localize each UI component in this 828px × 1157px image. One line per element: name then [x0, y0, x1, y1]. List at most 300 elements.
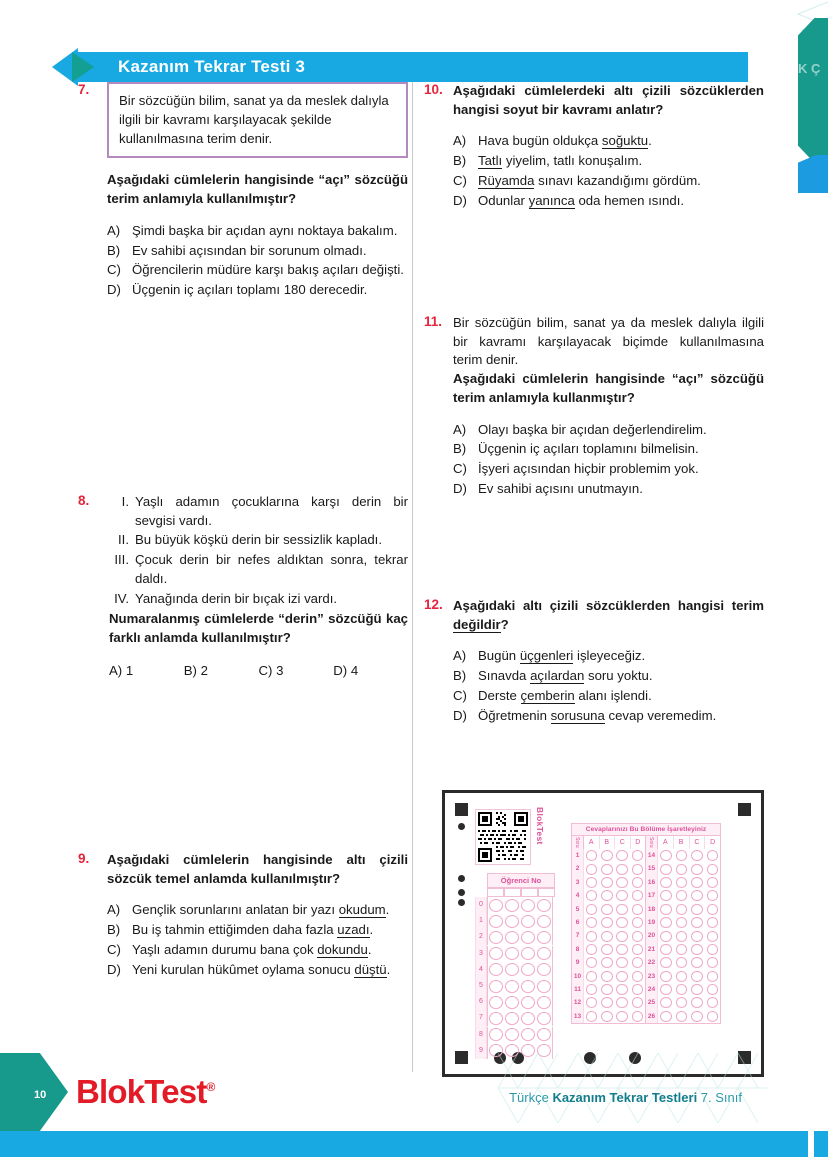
bubble[interactable]: [521, 996, 535, 1009]
option-letter: A): [107, 222, 121, 238]
bubble-d[interactable]: [707, 917, 719, 928]
option-letter: B): [453, 441, 467, 457]
bubble-c[interactable]: [691, 971, 703, 982]
bubble-d[interactable]: [707, 890, 719, 901]
answer-row[interactable]: [646, 903, 720, 916]
answer-row[interactable]: [572, 876, 645, 889]
option-letter: C): [107, 941, 121, 957]
roman-numeral-list: [109, 493, 408, 608]
bubble-a[interactable]: [660, 984, 672, 995]
bubble-b[interactable]: [601, 984, 613, 995]
bubble-c[interactable]: [691, 917, 703, 928]
bubble-b[interactable]: [601, 944, 613, 955]
bubble-c[interactable]: [616, 850, 628, 861]
bubble[interactable]: [505, 963, 519, 976]
option-c[interactable]: [453, 460, 764, 479]
bubble-d[interactable]: [707, 864, 719, 875]
bubble-c[interactable]: [691, 890, 703, 901]
roman-number: II.: [118, 532, 129, 548]
digit-label: 9: [475, 1043, 487, 1059]
bubble-c[interactable]: [691, 931, 703, 942]
list-item: [109, 551, 408, 588]
bubble-b[interactable]: [601, 931, 613, 942]
bubble-b[interactable]: [676, 890, 688, 901]
answers-header-row: [572, 836, 645, 849]
option-text: Üçgenin iç açıları toplamını bilmelisin.: [478, 441, 699, 457]
bubble-b[interactable]: [676, 997, 688, 1008]
student-digit-row[interactable]: [475, 1010, 555, 1026]
bubble[interactable]: [505, 899, 519, 912]
option-letter: A): [453, 421, 467, 437]
student-number-bubble-rows[interactable]: [475, 897, 555, 1059]
bubble-c[interactable]: [691, 957, 703, 968]
option-letter: D): [107, 961, 121, 977]
brand-logo: BlokTest®: [76, 1073, 215, 1110]
option-a[interactable]: [453, 132, 764, 151]
side-tab-teal: [798, 18, 828, 163]
bubble-a[interactable]: [586, 931, 598, 942]
bottom-rule: [0, 1131, 828, 1157]
bubble-c[interactable]: [616, 864, 628, 875]
underlined-word: sorusuna: [550, 707, 605, 723]
option-b[interactable]: B) 2: [183, 662, 208, 678]
bubble-d[interactable]: [707, 944, 719, 955]
bubble-b[interactable]: [676, 957, 688, 968]
option-letter: B): [107, 242, 121, 258]
question-9: [78, 851, 408, 979]
option-letter: A): [453, 133, 467, 149]
bubble[interactable]: [537, 1028, 551, 1041]
section-header: [58, 52, 748, 82]
bubble[interactable]: [537, 915, 551, 928]
bubble-c[interactable]: [691, 997, 703, 1008]
bubble-a[interactable]: [586, 890, 598, 901]
bubble-d[interactable]: [707, 984, 719, 995]
option-text: Öğrencilerin müdüre karşı bakış açıları değişti.: [132, 262, 404, 278]
decorative-triangles: [498, 1053, 768, 1123]
left-column: [78, 82, 408, 980]
option-letter: C): [107, 262, 121, 278]
bubble-a[interactable]: [660, 877, 672, 888]
bubble-b[interactable]: [676, 904, 688, 915]
bubble[interactable]: [489, 1028, 503, 1041]
answer-row[interactable]: [646, 996, 720, 1009]
answer-row[interactable]: [572, 862, 645, 875]
answer-row[interactable]: [572, 929, 645, 942]
option-b[interactable]: [453, 440, 764, 459]
answer-row[interactable]: [646, 983, 720, 996]
bubble-a[interactable]: [586, 957, 598, 968]
bubble-a[interactable]: [660, 904, 672, 915]
qr-code-icon: [475, 809, 531, 865]
bubble-a[interactable]: [660, 850, 672, 861]
answer-rows-left[interactable]: [572, 849, 645, 1023]
question-number-label: 18: [646, 903, 658, 916]
bubble-b[interactable]: [676, 864, 688, 875]
option-text: Yaşlı adamın durumu bana çok dokundu.: [132, 941, 372, 957]
bubble[interactable]: [521, 963, 535, 976]
answer-row[interactable]: [572, 956, 645, 969]
option-d[interactable]: [107, 281, 408, 300]
bubble-a[interactable]: [586, 944, 598, 955]
bubble-b[interactable]: [676, 1011, 688, 1022]
bubble-c[interactable]: [616, 997, 628, 1008]
digit-label: 2: [475, 929, 487, 945]
option-text: İşyeri açısından hiçbir problemim yok.: [478, 461, 699, 477]
student-digit-row[interactable]: [475, 1027, 555, 1043]
bubble-c[interactable]: [616, 877, 628, 888]
answer-row[interactable]: [572, 916, 645, 929]
registration-square: [455, 803, 468, 816]
student-digit-row[interactable]: [475, 946, 555, 962]
bubble-d[interactable]: [707, 904, 719, 915]
page-title: Kazanım Tekrar Testi 3: [118, 57, 306, 76]
bubble[interactable]: [505, 1028, 519, 1041]
digit-label: 7: [475, 1010, 487, 1026]
digit-box[interactable]: [521, 888, 538, 897]
bubble-b[interactable]: [601, 971, 613, 982]
bubble-d[interactable]: [632, 864, 644, 875]
digit-box[interactable]: [504, 888, 521, 897]
bubble-c[interactable]: [616, 931, 628, 942]
right-column: [424, 82, 764, 726]
question-number: 7.: [78, 82, 90, 97]
digit-label: 1: [475, 913, 487, 929]
option-a[interactable]: [453, 421, 764, 440]
timing-dot: [458, 899, 465, 906]
bubble-b[interactable]: [676, 917, 688, 928]
option-letter: B): [453, 668, 467, 684]
bubble[interactable]: [537, 931, 551, 944]
bubble-b[interactable]: [601, 1011, 613, 1022]
digit-label: 4: [475, 962, 487, 978]
bubble-c[interactable]: [616, 904, 628, 915]
bubble-c[interactable]: [691, 850, 703, 861]
bubble-d[interactable]: [707, 957, 719, 968]
answer-row[interactable]: [646, 970, 720, 983]
option-text: Olayı başka bir açıdan değerlendirelim.: [478, 421, 707, 437]
bubble-b[interactable]: [676, 971, 688, 982]
bubble-b[interactable]: [601, 890, 613, 901]
bubble-a[interactable]: [660, 997, 672, 1008]
student-digit-row[interactable]: [475, 962, 555, 978]
answer-row[interactable]: [572, 996, 645, 1009]
page-footer: [0, 1053, 828, 1131]
bubble-b[interactable]: [676, 850, 688, 861]
registration-square: [738, 803, 751, 816]
bubble-b[interactable]: [601, 997, 613, 1008]
option-c[interactable]: [107, 261, 408, 280]
bubble[interactable]: [505, 931, 519, 944]
option-letter: A): [107, 902, 121, 918]
bubble-d[interactable]: [632, 877, 644, 888]
question-stem: Aşağıdaki cümlelerdeki altı çizili sözcüklerden hangisi soyut bir kavramı anlatır?: [453, 83, 764, 117]
option-a[interactable]: [107, 222, 408, 241]
option-d[interactable]: [107, 961, 408, 980]
bubble-b[interactable]: [676, 944, 688, 955]
bubble-c[interactable]: [691, 1011, 703, 1022]
bubble[interactable]: [505, 980, 519, 993]
bubble-b[interactable]: [676, 877, 688, 888]
question-stem: Aşağıdaki cümlelerin hangisinde “açı” sözcüğü terim anlamıyla kullanmıştır?: [453, 371, 764, 405]
question-number-label: 6: [572, 916, 584, 929]
footer-series-label: Türkçe Kazanım Tekrar Testleri 7. Sınıf: [509, 1090, 742, 1105]
side-tab-blue: [798, 155, 828, 193]
bubble[interactable]: [537, 996, 551, 1009]
bubble-d[interactable]: [707, 1011, 719, 1022]
bubble-d[interactable]: [707, 971, 719, 982]
bubble-a[interactable]: [586, 997, 598, 1008]
bubble[interactable]: [521, 931, 535, 944]
bubble-d[interactable]: [707, 877, 719, 888]
bubble[interactable]: [521, 899, 535, 912]
student-digit-row[interactable]: [475, 913, 555, 929]
bubble[interactable]: [521, 980, 535, 993]
bubble[interactable]: [489, 1012, 503, 1025]
bubble-a[interactable]: [586, 971, 598, 982]
student-number-title: Öğrenci No: [487, 873, 555, 888]
answer-row[interactable]: [572, 1010, 645, 1023]
question-number-label: 12: [572, 996, 584, 1009]
bubble-d[interactable]: [632, 1011, 644, 1022]
bubble[interactable]: [521, 915, 535, 928]
bubble-a[interactable]: [586, 984, 598, 995]
bubble-a[interactable]: [660, 864, 672, 875]
bubble[interactable]: [537, 980, 551, 993]
options-list: [107, 222, 408, 300]
option-d[interactable]: [453, 707, 764, 726]
digit-label: 6: [475, 994, 487, 1010]
option-b[interactable]: [453, 152, 764, 171]
bubble[interactable]: [489, 963, 503, 976]
bubble-b[interactable]: [676, 984, 688, 995]
bubble-a[interactable]: [586, 877, 598, 888]
underlined-word: değildir: [453, 616, 501, 632]
bubble[interactable]: [489, 980, 503, 993]
question-11: [424, 314, 764, 597]
column-header-b: B: [600, 836, 616, 849]
bubble[interactable]: [489, 931, 503, 944]
bubble-d[interactable]: [632, 997, 644, 1008]
answer-row[interactable]: [572, 889, 645, 902]
column-header-c: C: [615, 836, 631, 849]
answer-row[interactable]: [646, 956, 720, 969]
option-text: Ev sahibi açısını unutmayın.: [478, 480, 643, 496]
bubble-c[interactable]: [691, 944, 703, 955]
bubble-a[interactable]: [660, 890, 672, 901]
bubble-d[interactable]: [632, 971, 644, 982]
underlined-word: uzadı: [337, 922, 370, 938]
bubble[interactable]: [521, 1012, 535, 1025]
bubble-c[interactable]: [616, 957, 628, 968]
question-number-label: 20: [646, 929, 658, 942]
bubble-a[interactable]: [660, 944, 672, 955]
option-text: Üçgenin iç açıları toplamı 180 derecedir.: [132, 282, 368, 298]
bubble-b[interactable]: [601, 957, 613, 968]
answer-row[interactable]: [572, 903, 645, 916]
answer-row[interactable]: [646, 862, 720, 875]
option-text: Ev sahibi açısından bir sorunum olmadı.: [132, 242, 367, 258]
bubble-a[interactable]: [660, 917, 672, 928]
question-10: [424, 82, 764, 314]
option-a[interactable]: A) 1: [109, 662, 134, 678]
option-text: Gençlik sorunlarını anlatan bir yazı okudum.: [132, 902, 390, 918]
bubble-d[interactable]: [632, 917, 644, 928]
bubble[interactable]: [537, 899, 551, 912]
bubble[interactable]: [489, 915, 503, 928]
option-letter: C): [453, 687, 467, 703]
bubble-a[interactable]: [660, 931, 672, 942]
option-b[interactable]: [107, 242, 408, 261]
answer-row[interactable]: [572, 970, 645, 983]
header-arrow-accent-icon: [72, 52, 94, 82]
soru-header: Soru: [646, 836, 658, 849]
bubble[interactable]: [489, 947, 503, 960]
bubble-c[interactable]: [691, 904, 703, 915]
option-text: Bugün üçgenleri işleyeceğiz.: [478, 648, 646, 664]
bubble[interactable]: [489, 899, 503, 912]
question-number-label: 26: [646, 1010, 658, 1023]
option-letter: D): [453, 707, 467, 723]
question-12: [424, 597, 764, 725]
passage-box: Bir sözcüğün bilim, sanat ya da meslek dalıyla ilgili bir kavramı karşılayacak şekilde kullanılmasına terim denir.: [107, 82, 408, 158]
option-c[interactable]: [453, 687, 764, 706]
bubble[interactable]: [521, 1028, 535, 1041]
bubble-d[interactable]: [707, 997, 719, 1008]
answer-row[interactable]: [572, 943, 645, 956]
bubble-a[interactable]: [660, 971, 672, 982]
bubble-d[interactable]: [632, 984, 644, 995]
bubble-d[interactable]: [632, 904, 644, 915]
bubble-a[interactable]: [660, 957, 672, 968]
option-d[interactable]: [453, 192, 764, 211]
answers-column-left: [571, 836, 646, 1024]
bubble-b[interactable]: [601, 864, 613, 875]
digit-box[interactable]: [487, 888, 504, 897]
bubble[interactable]: [537, 1012, 551, 1025]
bubble-a[interactable]: [586, 864, 598, 875]
option-a[interactable]: [107, 901, 408, 920]
column-divider: [412, 82, 413, 1072]
bubble-b[interactable]: [601, 917, 613, 928]
bubble[interactable]: [505, 947, 519, 960]
student-digit-row[interactable]: [475, 978, 555, 994]
option-a[interactable]: [453, 647, 764, 666]
question-stem: Aşağıdaki cümlelerin hangisinde altı çizili sözcük temel anlamda kullanılmıştır?: [107, 852, 408, 886]
answer-row[interactable]: [646, 943, 720, 956]
bubble-d[interactable]: [707, 850, 719, 861]
bubble-c[interactable]: [616, 917, 628, 928]
bubble-d[interactable]: [632, 850, 644, 861]
bubble-a[interactable]: [586, 917, 598, 928]
bubble-a[interactable]: [586, 904, 598, 915]
column-header-b: B: [674, 836, 690, 849]
underlined-word: Tatlı: [478, 153, 503, 169]
bubble-c[interactable]: [616, 971, 628, 982]
option-text: Tatlı yiyelim, tatlı konuşalım.: [478, 153, 643, 169]
option-b[interactable]: [107, 921, 408, 940]
bubble-c[interactable]: [691, 877, 703, 888]
question-number-label: 23: [646, 970, 658, 983]
answer-row[interactable]: [646, 1010, 720, 1023]
bubble[interactable]: [505, 915, 519, 928]
underlined-word: üçgenleri: [519, 648, 574, 664]
question-number-label: 21: [646, 943, 658, 956]
bubble-d[interactable]: [632, 890, 644, 901]
option-c[interactable]: [107, 941, 408, 960]
option-c[interactable]: [453, 172, 764, 191]
options-list: [453, 132, 764, 210]
student-digit-row[interactable]: [475, 994, 555, 1010]
answer-row[interactable]: [646, 916, 720, 929]
answer-row[interactable]: [646, 929, 720, 942]
underlined-word: çemberin: [520, 687, 575, 703]
bubble-b[interactable]: [601, 904, 613, 915]
bubble-c[interactable]: [616, 1011, 628, 1022]
bubble-a[interactable]: [660, 1011, 672, 1022]
bubble-a[interactable]: [586, 1011, 598, 1022]
answer-rows-right[interactable]: [646, 849, 720, 1023]
answers-title: Cevaplarınızı Bu Bölüme İşaretleyiniz: [571, 823, 721, 836]
answer-row[interactable]: [572, 983, 645, 996]
answer-row[interactable]: [646, 876, 720, 889]
bubble-b[interactable]: [601, 877, 613, 888]
roman-text: Bu büyük köşkü derin bir sessizlik kapladı.: [135, 532, 383, 548]
roman-number: IV.: [114, 590, 129, 606]
option-text: Rüyamda sınavı kazandığımı gördüm.: [478, 172, 701, 188]
answers-block: [571, 823, 721, 1024]
bubble[interactable]: [537, 947, 551, 960]
bubble-c[interactable]: [691, 984, 703, 995]
bubble-c[interactable]: [616, 984, 628, 995]
question-number-label: 2: [572, 862, 584, 875]
answer-row[interactable]: [646, 889, 720, 902]
answers-column-right: [646, 836, 721, 1024]
option-c[interactable]: C) 3: [258, 662, 284, 678]
bubble[interactable]: [521, 947, 535, 960]
answer-row[interactable]: [646, 849, 720, 862]
bubble-a[interactable]: [586, 850, 598, 861]
option-b[interactable]: [453, 667, 764, 686]
timing-dot: [458, 889, 465, 896]
bubble[interactable]: [537, 963, 551, 976]
option-d[interactable]: [453, 480, 764, 499]
bubble[interactable]: [489, 996, 503, 1009]
bubble-c[interactable]: [616, 944, 628, 955]
student-number-entry-boxes[interactable]: [487, 888, 555, 897]
bubble-c[interactable]: [691, 864, 703, 875]
answer-row[interactable]: [572, 849, 645, 862]
bubble[interactable]: [505, 996, 519, 1009]
option-text: Bu iş tahmin ettiğimden daha fazla uzadı.: [132, 922, 374, 938]
question-stem: Aşağıdaki altı çizili sözcüklerden hangisi terim değildir?: [453, 598, 764, 632]
bubble-d[interactable]: [632, 931, 644, 942]
options-list: [107, 901, 408, 979]
student-digit-row[interactable]: [475, 929, 555, 945]
answers-header-row: [646, 836, 720, 849]
bubble[interactable]: [505, 1012, 519, 1025]
option-d[interactable]: D) 4: [333, 662, 359, 678]
bubble-d[interactable]: [632, 957, 644, 968]
bubble-b[interactable]: [601, 850, 613, 861]
bubble-d[interactable]: [707, 931, 719, 942]
bubble-d[interactable]: [632, 944, 644, 955]
student-digit-row[interactable]: [475, 897, 555, 913]
digit-box[interactable]: [538, 888, 555, 897]
bubble-c[interactable]: [616, 890, 628, 901]
bubble-b[interactable]: [676, 931, 688, 942]
roman-text: Çocuk derin bir nefes aldıktan sonra, tekrar daldı.: [135, 552, 408, 586]
